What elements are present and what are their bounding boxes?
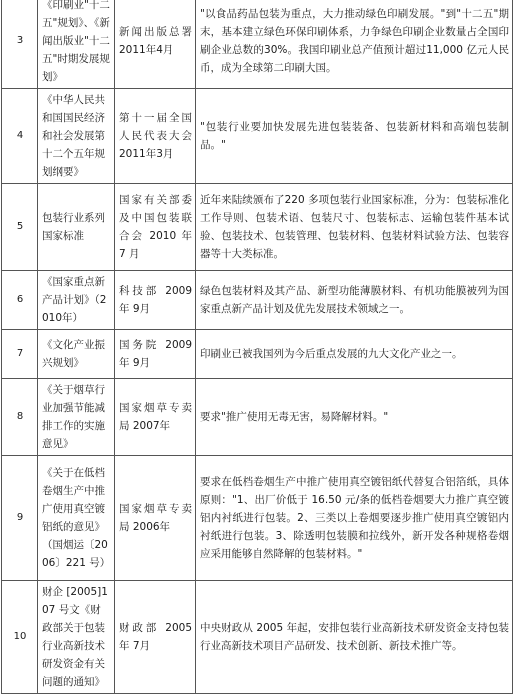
table-row (2, 89, 513, 184)
policy-content-cell: "包装行业要加快发展先进包装装备、包装新材料和高端包装制品。" (196, 89, 513, 184)
issuer-date-cell: 国家烟草专卖局 2007年 (115, 379, 196, 456)
policy-name-cell: 包装行业系列国家标准 (38, 184, 115, 271)
issuer-date-cell: 国家烟草专卖局 2006年 (115, 456, 196, 581)
policy-content-cell: 要求在低档卷烟生产中推广使用真空镀铝纸代替复合铝箔纸，具体原则："1、出厂价低于 16.50 元/条的低档卷烟要大力推广真空镀铝内衬纸进行包装。2、三类以上卷烟要逐步推广使用真空镀铝内衬纸进行包装。3、除透明包装膜和拉线外，新开发各种规格卷烟应采用能够自然降解的包装材料。" (196, 456, 513, 581)
policy-content-cell: 绿色包装材料及其产品、新型功能薄膜材料、有机功能膜被列为国家重点新产品计划及优先发展技术领域之一。 (196, 271, 513, 330)
issuer-date-cell: 国务院 2009 年 9月 (115, 330, 196, 379)
table-row (2, 271, 513, 330)
issuer-date-cell: 国家有关部委及中国包装联合会 2010 年 7 月 (115, 184, 196, 271)
policy-name-cell: 《中华人民共和国国民经济和社会发展第十二个五年规划纲要》 (38, 89, 115, 184)
table-row (2, 581, 513, 694)
issuer-date-cell: 科技部 2009 年 9月 (115, 271, 196, 330)
policy-name-cell: 财企 [2005]107 号文《财政部关于包装行业高新技术研发资金有关问题的通知》 (38, 581, 115, 694)
issuer-date-cell: 第十一届全国人民代表大会 2011年3月 (115, 89, 196, 184)
policy-content-cell: 近年来陆续颁布了220 多项包装行业国家标准，分为：包装标准化工作导则、包装术语、包装尺寸、包装标志、运输包装件基本试验、包装技术、包装管理、包装材料、包装材料试验方法、包装容器等十大类标准。 (196, 184, 513, 271)
policy-name-cell: 《国家重点新产品计划》（2010年） (38, 271, 115, 330)
row-number-cell: 6 (2, 271, 38, 330)
policy-content-cell: 中央财政从 2005 年起，安排包装行业高新技术研发资金支持包装行业高新技术项目产品研发、技术创新、新技术推广等。 (196, 581, 513, 694)
row-number-cell: 4 (2, 89, 38, 184)
policy-name-cell: 《关于在低档卷烟生产中推广使用真空镀铝纸的意见》（国烟运〔2006〕221 号） (38, 456, 115, 581)
policy-content-cell: 印刷业已被我国列为今后重点发展的九大文化产业之一。 (196, 330, 513, 379)
row-number-cell: 10 (2, 581, 38, 694)
table-row (2, 184, 513, 271)
policy-content-cell: "以食品药品包装为重点，大力推动绿色印刷发展。"到"十二五"期末，基本建立绿色环保印刷体系，力争绿色印刷企业数量占全国印刷企业总数的30%。我国印刷业总产值预计超过11,000 亿元人民币，成为全球第二印刷大国。 (196, 0, 513, 89)
row-number-cell: 9 (2, 456, 38, 581)
issuer-date-cell: 新闻出版总署 2011年4月 (115, 0, 196, 89)
row-number-cell: 3 (2, 0, 38, 89)
policy-table (1, 0, 513, 694)
row-number-cell: 8 (2, 379, 38, 456)
table-row (2, 330, 513, 379)
issuer-date-cell: 财政部 2005 年 7月 (115, 581, 196, 694)
policy-name-cell: 《文化产业振兴规划》 (38, 330, 115, 379)
policy-content-cell: 要求"推广使用无毒无害，易降解材料。" (196, 379, 513, 456)
row-number-cell: 5 (2, 184, 38, 271)
policy-name-cell: 《印刷业"十二五"规划》、《新闻出版业"十二五"时期发展规划》 (38, 0, 115, 89)
policy-name-cell: 《关于烟草行业加强节能减排工作的实施意见》 (38, 379, 115, 456)
table-row (2, 379, 513, 456)
row-number-cell: 7 (2, 330, 38, 379)
table-row (2, 456, 513, 581)
table-row (2, 0, 513, 89)
